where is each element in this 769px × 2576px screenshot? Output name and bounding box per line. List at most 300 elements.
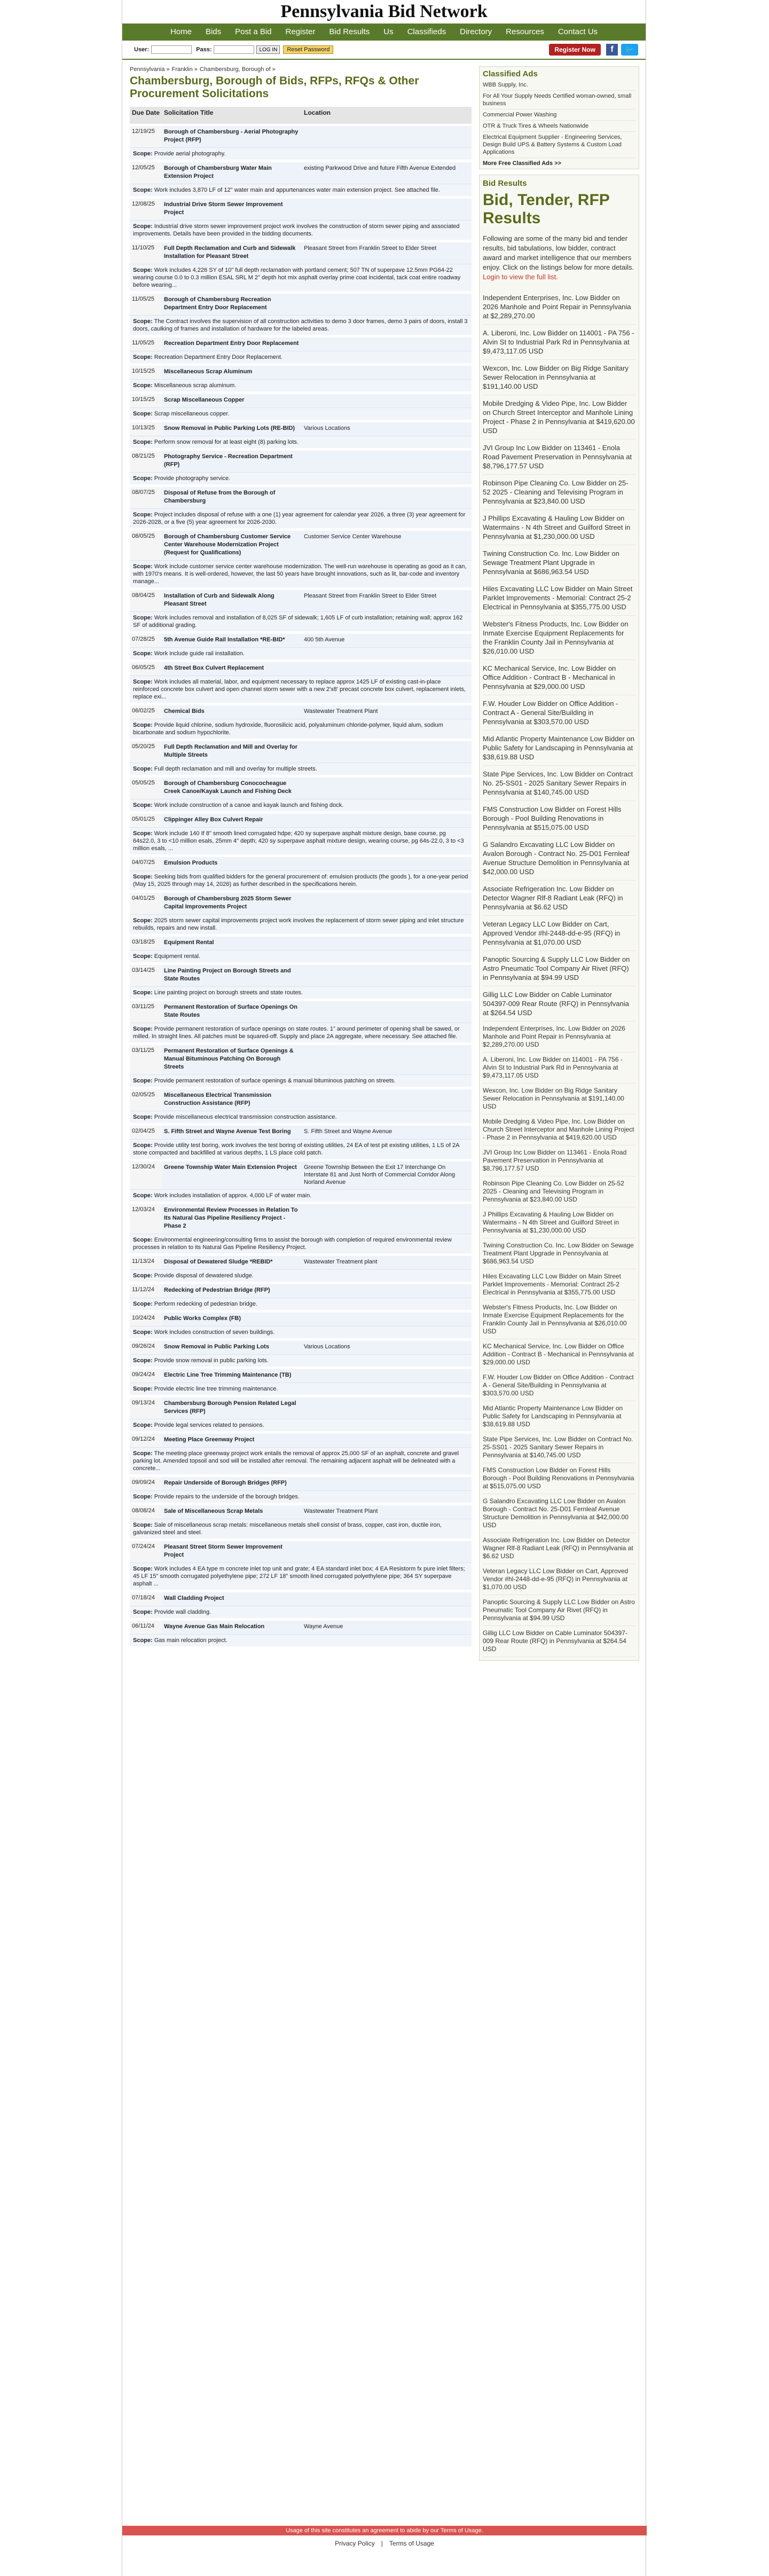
due-date: 10/15/25 — [130, 393, 162, 408]
solicitation-title[interactable]: Industrial Drive Storm Sewer Improvement Project — [162, 198, 302, 221]
due-date: 12/03/24 — [130, 1203, 162, 1234]
location: Greene Township Between the Exit 17 Interchange On Interstate 81 and Just North of Commercial Corridor Along Norland Avenue — [302, 1160, 472, 1190]
location — [302, 1203, 472, 1234]
solicitation-title[interactable]: Greene Township Water Main Extension Project — [162, 1160, 302, 1190]
due-date: 02/05/25 — [130, 1088, 162, 1111]
solicitation-title[interactable]: Full Depth Reclamation and Curb and Sidewalk Installation for Pleasant Street — [162, 241, 302, 264]
scope-text: Scope: Work include customer service center warehouse modernization. The well-run warehouse is operating as good as it can, with 1970's means. It is well-ordered, however, the last 50 years have brought innovations, such as lit, bar-code and inventory manage... — [130, 561, 472, 589]
nav-contact-us[interactable]: Contact Us — [558, 27, 598, 36]
scope-row — [130, 987, 472, 1000]
solicitation-title[interactable]: Borough of Chambersburg Water Main Extension Project — [162, 161, 302, 184]
location: Wastewater Treatment Plant — [302, 1504, 472, 1519]
scope-row — [130, 380, 472, 393]
table-row[interactable] — [130, 1620, 472, 1635]
bid-result-item[interactable]: Panoptic Sourcing & Supply LLC Low Bidder on Astro Pneumatic Tool Company Air Rivet (RFQ) in Pennsylvania at $94.99 USD — [483, 951, 635, 986]
page-title: Chambersburg, Borough of Bids, RFPs, RFQs & Other Procurement Solicitations — [130, 75, 419, 100]
solicitation-title[interactable]: Public Works Complex (FB) — [162, 1311, 302, 1326]
table-row[interactable] — [130, 813, 472, 828]
register-now-button[interactable]: Register Now — [549, 44, 601, 56]
scope-text: Scope: Provide aerial photography. — [130, 148, 472, 161]
bid-results-title: Bid, Tender, RFP Results — [483, 191, 610, 227]
due-date: 11/05/25 — [130, 293, 162, 316]
nav-bids[interactable]: Bids — [205, 27, 222, 36]
classified-item[interactable]: For All Your Supply Needs Certified woman-owned, small business — [483, 91, 635, 109]
solicitation-title[interactable]: Emulsion Products — [162, 856, 302, 871]
location — [302, 450, 472, 473]
solicitation-title[interactable]: Equipment Rental — [162, 936, 302, 951]
solicitation-title[interactable]: Permanent Restoration of Surface Openings & Manual Bituminous Patching On Borough Streets — [162, 1044, 302, 1075]
due-date: 09/12/24 — [130, 1433, 162, 1448]
location — [302, 336, 472, 351]
username-input[interactable] — [151, 45, 192, 54]
scope-row — [130, 1234, 472, 1255]
bid-results-intro: Following are some of the many bid and tender results, bid tabulations, low bidder, contract award and market intelligence that our members enjoy. Click on the listings below for more details. Login to view the full list. — [483, 234, 634, 281]
table-row[interactable] — [130, 1311, 472, 1326]
table-row[interactable] — [130, 486, 472, 509]
table-row[interactable] — [130, 1504, 472, 1519]
breadcrumb-item[interactable]: Franklin » — [171, 66, 198, 73]
table-row[interactable] — [130, 421, 472, 436]
due-date: 07/24/24 — [130, 1540, 162, 1563]
classified-item[interactable]: Commercial Power Washing — [483, 109, 635, 121]
location: 400 5th Avenue — [302, 633, 472, 648]
due-date: 08/04/25 — [130, 589, 162, 612]
table-row[interactable] — [130, 198, 472, 221]
table-row[interactable] — [130, 740, 472, 763]
classified-title: Classified Ads — [483, 69, 538, 78]
nav-resources[interactable]: Resources — [506, 27, 544, 36]
location — [302, 1396, 472, 1419]
bid-result-item[interactable]: G Salandro Excavating LLC Low Bidder on Avalon Borough - Contract No. 25-D01 Fernleaf Avenue Structure Demolition in Pennsylvania at $42,000.00 USD — [483, 1494, 635, 1533]
location: Wastewater Treatment plant — [302, 1255, 472, 1270]
table-row[interactable] — [130, 293, 472, 316]
bid-result-item[interactable]: Mobile Dredging & Video Pipe, Inc. Low Bidder on Church Street Interceptor and Manhole Lining Project - Phase 2 in Pennsylvania at $419,620.00 USD — [483, 395, 635, 439]
bid-result-item[interactable]: J Phillips Excavating & Hauling Low Bidder on Watermains - N 4th Street and Guilford Street in Pennsylvania at $1,230,000.00 USD — [483, 1207, 635, 1238]
location — [302, 964, 472, 987]
table-row[interactable] — [130, 1044, 472, 1075]
location — [302, 1433, 472, 1448]
scope-row — [130, 612, 472, 633]
scope-row — [130, 951, 472, 964]
due-date: 07/28/25 — [130, 633, 162, 648]
solicitation-title[interactable]: Redecking of Pedestrian Bridge (RFP) — [162, 1283, 302, 1298]
location: Wayne Avenue — [302, 1620, 472, 1635]
location — [302, 856, 472, 871]
bid-result-item[interactable]: Veteran Legacy LLC Low Bidder on Cart, Approved Vendor #hl-2448-dd-e-95 (RFQ) in Pennsylvania at $1,070.00 USD — [483, 1564, 635, 1595]
location: existing Parkwood Drive and future Fifth Avenue Extended — [302, 161, 472, 184]
scope-text: Scope: 2025 storm sewer capital improvements project work involves the replacement of storm sewer piping and inlet structure rebuilds, repairs and new install. — [130, 915, 472, 936]
bid-result-item[interactable]: Wexcon, Inc. Low Bidder on Big Ridge Sanitary Sewer Relocation in Pennsylvania at $191,140.00 USD — [483, 1083, 635, 1114]
location — [302, 1044, 472, 1075]
scope-row — [130, 184, 472, 198]
table-row[interactable] — [130, 936, 472, 951]
table-row[interactable] — [130, 1088, 472, 1111]
location — [302, 486, 472, 509]
table-row[interactable] — [130, 1540, 472, 1563]
table-row[interactable] — [130, 1255, 472, 1270]
scope-text: Scope: Work includes 4 EA type m concrete inlet top unit and grate; 4 EA standard inlet box; 4 EA Resistorm fx pure inlet filters; 45 LF 15" smooth corrugated polyethylene pipe; 272 LF 18" smooth lined corrugated polyethylene pipe; 364 SY superpave asphalt ... — [130, 1563, 472, 1591]
scope-text: Scope: Work includes removal and installation of 8,025 SF of sidewalk; 1,605 LF of curb installation; retaining wall; approx 162 SF of additional grading. — [130, 612, 472, 633]
sidebar — [479, 66, 639, 1661]
table-row[interactable] — [130, 856, 472, 871]
scope-text: Scope: Work includes 4,226 SY of 10" full depth reclamation with portland cement; 507 TN of superpave 12.5mm PG64-22 wearing course 0.0 to 0.3 million ESAL SRL M 2" depth hot mix asphalt overlay prime coat incidental, tack coat entire roadway before wearing... — [130, 264, 472, 293]
bid-result-item[interactable]: Mid Atlantic Property Maintenance Low Bidder on Public Safety for Landscaping in Pennsylvania at $38,619.88 USD — [483, 731, 635, 766]
scope-text: Scope: Provide liquid chlorine, sodium hydroxide, fluorosilicic acid, polyaluminum chloride-polymer, liquid alum, sodium bicarbonate and sodium hypochlorite. — [130, 719, 472, 740]
bid-result-item[interactable]: Gillig LLC Low Bidder on Cable Luminator 504397-009 Rear Route (RFQ) in Pennsylvania at $264.54 USD — [483, 986, 635, 1022]
breadcrumb-item[interactable]: Pennsylvania » — [130, 66, 170, 73]
scope-text: Scope: Equipment rental. — [130, 951, 472, 964]
table-row[interactable] — [130, 1000, 472, 1023]
location — [302, 813, 472, 828]
scope-text: Scope: Seeking bids from qualified bidders for the general procurement of: emulsion products (the goods ), for a one-year period (May 15, 2025 through may 14, 2026) as further described in the specifications herein. — [130, 871, 472, 892]
location — [302, 198, 472, 221]
user-label: User: — [134, 46, 150, 53]
solicitation-title[interactable]: Repair Underside of Borough Bridges (RFP) — [162, 1476, 302, 1491]
due-date: 12/08/25 — [130, 198, 162, 221]
due-date: 10/13/25 — [130, 421, 162, 436]
scope-row — [130, 1326, 472, 1340]
scope-row — [130, 915, 472, 936]
scope-row — [130, 1190, 472, 1203]
solicitation-title[interactable]: Disposal of Refuse from the Borough of Chambersburg — [162, 486, 302, 509]
solicitation-title[interactable]: 4th Street Box Culvert Replacement — [162, 661, 302, 676]
table-row[interactable] — [130, 125, 472, 148]
scope-row — [130, 676, 472, 704]
scope-text: Scope: Environmental engineering/consulting firms to assist the borough with completion of required environmental review processes in relation to its Natural Gas Pipeline Resiliency Project. — [130, 1234, 472, 1255]
col-location: Location — [302, 107, 472, 125]
scope-text: Scope: Miscellaneous scrap aluminum. — [130, 380, 472, 393]
due-date: 04/01/25 — [130, 892, 162, 915]
bid-result-item[interactable]: Robinson Pipe Cleaning Co. Low Bidder on 25-52 2025 - Cleaning and Televising Program in Pennsylvania at $23,840.00 USD — [483, 1176, 635, 1207]
bid-result-item[interactable]: Robinson Pipe Cleaning Co. Low Bidder on 25-52 2025 - Cleaning and Televising Program in Pennsylvania at $23,840.00 USD — [483, 475, 635, 510]
password-input[interactable] — [214, 45, 254, 54]
scope-text: Scope: Work include guide rail installation. — [130, 648, 472, 661]
table-row[interactable] — [130, 450, 472, 473]
location: Wastewater Treatment Plant — [302, 704, 472, 719]
scope-row — [130, 648, 472, 661]
table-row[interactable] — [130, 1203, 472, 1234]
location: Various Locations — [302, 421, 472, 436]
footer-link[interactable]: Privacy Policy — [335, 2540, 375, 2547]
scope-text: Scope: Industrial drive storm sewer improvement project work involves the construction of storm sewer piping and associated improvements. Details have been provided in the bidding documents. — [130, 221, 472, 241]
due-date: 03/18/25 — [130, 936, 162, 951]
table-row[interactable] — [130, 1125, 472, 1140]
due-date: 11/05/25 — [130, 336, 162, 351]
bid-result-item[interactable]: KC Mechanical Service, Inc. Low Bidder on Office Addition - Contract B - Mechanical in Pennsylvania at $29,000.00 USD — [483, 660, 635, 695]
bid-result-item[interactable]: F.W. Houder Low Bidder on Office Addition - Contract A - General Site/Building in Pennsylvania at $303,570.00 USD — [483, 1370, 635, 1401]
bid-result-item[interactable]: JVI Group Inc Low Bidder on 113461 - Enola Road Pavement Preservation in Pennsylvania at $8,796,177.57 USD — [483, 1145, 635, 1176]
solicitation-title[interactable]: Borough of Chambersburg - Aerial Photography Project (RFP) — [162, 125, 302, 148]
bid-result-item[interactable]: Hiles Excavating LLC Low Bidder on Main Street Parklet Improvements - Memorial: Contract 25-2 Electrical in Pennsylvania at $355,775.00 USD — [483, 1269, 635, 1300]
bid-result-item[interactable]: Panoptic Sourcing & Supply LLC Low Bidder on Astro Pneumatic Tool Company Air Rivet (RFQ) in Pennsylvania at $94.99 USD — [483, 1595, 635, 1626]
solicitation-title[interactable]: 5th Avenue Guide Rail Installation *RE-BID* — [162, 633, 302, 648]
solicitation-title[interactable]: Chambersburg Borough Pension Related Legal Services (RFP) — [162, 1396, 302, 1419]
bid-result-item[interactable]: KC Mechanical Service, Inc. Low Bidder on Office Addition - Contract B - Mechanical in Pennsylvania at $29,000.00 USD — [483, 1339, 635, 1370]
table-row[interactable] — [130, 661, 472, 676]
table-row[interactable] — [130, 241, 472, 264]
breadcrumb-item[interactable]: Chambersburg, Borough of » — [199, 66, 276, 73]
scope-text: Scope: Line painting project on borough streets and state routes. — [130, 987, 472, 1000]
scope-row — [130, 871, 472, 892]
table-row[interactable] — [130, 1591, 472, 1606]
nav-classifieds[interactable]: Classifieds — [407, 27, 446, 36]
location: Customer Service Center Warehouse — [302, 530, 472, 561]
table-row[interactable] — [130, 336, 472, 351]
location — [302, 1368, 472, 1383]
classified-ads — [479, 66, 639, 169]
scope-row — [130, 316, 472, 336]
nav-post-a-bid[interactable]: Post a Bid — [235, 27, 272, 36]
due-date: 05/05/25 — [130, 776, 162, 799]
site-title: Pennsylvania Bid Network — [280, 2, 488, 21]
scope-row — [130, 1270, 472, 1283]
bid-result-item[interactable]: Twining Construction Co. Inc. Low Bidder on Sewage Treatment Plant Upgrade in Pennsylvania at $686,963.54 USD — [483, 1238, 635, 1269]
due-date: 06/11/24 — [130, 1620, 162, 1635]
more-classifieds-link[interactable]: More Free Classified Ads >> — [483, 160, 561, 167]
due-date: 11/12/24 — [130, 1283, 162, 1298]
solicitation-title[interactable]: Scrap Miscellaneous Copper — [162, 393, 302, 408]
solicitation-title[interactable]: Environmental Review Processes in Relation To Its Natural Gas Pipeline Resiliency Project - Phase 2 — [162, 1203, 302, 1234]
table-row[interactable] — [130, 892, 472, 915]
due-date: 10/24/24 — [130, 1311, 162, 1326]
solicitation-title[interactable]: Permanent Restoration of Surface Openings On State Routes — [162, 1000, 302, 1023]
due-date: 09/09/24 — [130, 1476, 162, 1491]
due-date: 11/10/25 — [130, 241, 162, 264]
classified-item[interactable]: OTR & Truck Tires & Wheels Nationwide — [483, 121, 635, 132]
bid-result-item[interactable]: Associate Refrigeration Inc. Low Bidder on Detector Wagner Rlf-8 Radiant Leak (RFQ) in Pennsylvania at $6.62 USD — [483, 881, 635, 916]
classified-item[interactable]: WBB Supply, Inc. — [483, 80, 635, 91]
scope-row — [130, 473, 472, 486]
bid-result-item[interactable]: Associate Refrigeration Inc. Low Bidder on Detector Wagner Rlf-8 Radiant Leak (RFQ) in Pennsylvania at $6.62 USD — [483, 1533, 635, 1564]
solicitation-title[interactable]: Snow Removal in Public Parking Lots (RE-BID) — [162, 421, 302, 436]
table-row[interactable] — [130, 1340, 472, 1355]
bid-result-item[interactable]: FMS Construction Low Bidder on Forest Hills Borough - Pool Building Renovations in Pennsylvania at $515,075.00 USD — [483, 1463, 635, 1494]
scope-text: Scope: Provide legal services related to pensions. — [130, 1419, 472, 1433]
facebook-icon[interactable]: f — [606, 44, 618, 56]
table-row[interactable] — [130, 1160, 472, 1190]
location — [302, 1000, 472, 1023]
solicitation-title[interactable]: Electric Line Tree Trimming Maintenance (TB) — [162, 1368, 302, 1383]
nav-directory[interactable]: Directory — [460, 27, 492, 36]
location — [302, 740, 472, 763]
scope-text: Scope: Provide permanent restoration of surface openings & manual bituminous patching on streets. — [130, 1075, 472, 1088]
location: S. Fifth Street and Wayne Avenue — [302, 1125, 472, 1140]
pass-label: Pass: — [196, 46, 212, 53]
scope-row — [130, 1563, 472, 1591]
scope-row — [130, 1383, 472, 1396]
solicitation-title[interactable]: Clippinger Alley Box Culvert Repair — [162, 813, 302, 828]
bid-result-item[interactable]: Hiles Excavating LLC Low Bidder on Main Street Parklet Improvements - Memorial: Contract 25-2 Electrical in Pennsylvania at $355,775.00 USD — [483, 580, 635, 616]
solicitation-title[interactable]: Borough of Chambersburg Customer Service Center Warehouse Modernization Project (Request for Qualifications) — [162, 530, 302, 561]
bid-result-item[interactable]: J Phillips Excavating & Hauling Low Bidder on Watermains - N 4th Street and Guilford Street in Pennsylvania at $1,230,000.00 USD — [483, 510, 635, 545]
due-date: 05/20/25 — [130, 740, 162, 763]
bid-result-item[interactable]: Webster's Fitness Products, Inc. Low Bidder on Inmate Exercise Equipment Replacements for the Franklin County Jail in Pennsylvania at $26,010.00 USD — [483, 616, 635, 660]
nav-register[interactable]: Register — [285, 27, 316, 36]
terms-notice: Usage of this site constitutes an agreement to abide by our Terms of Usage. — [122, 2526, 647, 2535]
top-nav — [122, 23, 646, 41]
due-date: 12/19/25 — [130, 125, 162, 148]
scope-row — [130, 1419, 472, 1433]
bid-result-item[interactable]: Independent Enterprises, Inc. Low Bidder on 2026 Manhole and Point Repair in Pennsylvania at $2,289,270.00 — [483, 289, 635, 325]
due-date: 05/01/25 — [130, 813, 162, 828]
due-date: 03/11/25 — [130, 1044, 162, 1075]
bid-result-item[interactable]: Twining Construction Co. Inc. Low Bidder on Sewage Treatment Plant Upgrade in Pennsylvania at $686,963.54 USD — [483, 545, 635, 580]
breadcrumb — [130, 66, 472, 73]
nav-bid-results[interactable]: Bid Results — [329, 27, 370, 36]
scope-text: Scope: The meeting place greenway project work entails the removal of approx 25,000 SF of an asphalt, concrete and gravel parking lot. Amended topsoil and sod will be installed after removal. The remaining adjacent asphalt will be delineated with a concrete... — [130, 1448, 472, 1476]
solicitation-title[interactable]: Snow Removal in Public Parking Lots — [162, 1340, 302, 1355]
scope-row — [130, 1298, 472, 1311]
location — [302, 1591, 472, 1606]
scope-text: Scope: Provide wall cladding. — [130, 1606, 472, 1620]
due-date: 07/18/24 — [130, 1591, 162, 1606]
bid-result-item[interactable]: Mid Atlantic Property Maintenance Low Bidder on Public Safety for Landscaping in Pennsylvania at $38,619.88 USD — [483, 1401, 635, 1432]
scope-text: Scope: Provide photography service. — [130, 473, 472, 486]
nav-home[interactable]: Home — [170, 27, 192, 36]
location — [302, 293, 472, 316]
location — [302, 1311, 472, 1326]
scope-row — [130, 436, 472, 450]
reset-password-button[interactable]: Reset Password — [283, 45, 333, 54]
table-row[interactable] — [130, 1476, 472, 1491]
scope-text: Scope: Provide utility test boring, work involves the test boring of existing utilities, 24 EA of test pit existing utilities, 1 LS of 2A stone compacted and backfilled at various depths, 1 LS place cold patch. — [130, 1140, 472, 1160]
solicitation-title[interactable]: Pleasant Street Storm Sewer Improvement Project — [162, 1540, 302, 1563]
due-date: 11/13/24 — [130, 1255, 162, 1270]
solicitation-title[interactable]: Wayne Avenue Gas Main Relocation — [162, 1620, 302, 1635]
twitter-icon[interactable]: 🐦 — [621, 44, 638, 56]
table-row[interactable] — [130, 1433, 472, 1448]
scope-text: Scope: Recreation Department Entry Door Replacement. — [130, 351, 472, 365]
scope-row — [130, 828, 472, 856]
table-row[interactable] — [130, 704, 472, 719]
bid-result-item[interactable]: JVI Group Inc Low Bidder on 113461 - Enola Road Pavement Preservation in Pennsylvania at $8,796,177.57 USD — [483, 439, 635, 475]
due-date: 06/05/25 — [130, 661, 162, 676]
solicitation-title[interactable]: Full Depth Reclamation and Mill and Overlay for Multiple Streets — [162, 740, 302, 763]
bid-result-item[interactable]: Veteran Legacy LLC Low Bidder on Cart, Approved Vendor #hl-2448-dd-e-95 (RFQ) in Pennsylvania at $1,070.00 USD — [483, 916, 635, 951]
bid-result-item[interactable]: State Pipe Services, Inc. Low Bidder on Contract No. 25-SS01 - 2025 Sanitary Sewer Repairs in Pennsylvania at $140,745.00 USD — [483, 766, 635, 801]
footer — [122, 2526, 647, 2551]
scope-row — [130, 719, 472, 740]
location — [302, 1476, 472, 1491]
scope-text: Scope: Provide electric line tree trimming maintenance. — [130, 1383, 472, 1396]
solicitation-title[interactable]: Miscellaneous Scrap Aluminum — [162, 365, 302, 380]
scope-row — [130, 264, 472, 293]
scope-text: Scope: Perform snow removal for at least eight (8) parking lots. — [130, 436, 472, 450]
location — [302, 892, 472, 915]
due-date: 03/14/25 — [130, 964, 162, 987]
scope-text: Scope: Work include 140 If 8" smooth lined corrugated hdpe; 420 sy superpave asphalt mixture design, base course, pg 64s22.0, 3 to <10 million esals, 25mm 4" depth; 420 sy superpave asphalt mixture design, wearing course, pg 64s-22.0, 3 to <3 million esals, ... — [130, 828, 472, 856]
table-row[interactable] — [130, 776, 472, 799]
classified-item[interactable]: Electrical Equipment Supplier - Engineering Services, Design Build UPS & Battery Systems & Custom Load Applications — [483, 132, 635, 158]
footer-link[interactable]: Terms of Usage — [389, 2540, 434, 2547]
scope-row — [130, 351, 472, 365]
solicitation-title[interactable]: Wall Cladding Project — [162, 1591, 302, 1606]
scope-row — [130, 1519, 472, 1540]
bid-result-item[interactable]: State Pipe Services, Inc. Low Bidder on Contract No. 25-SS01 - 2025 Sanitary Sewer Repairs in Pennsylvania at $140,745.00 USD — [483, 1432, 635, 1463]
due-date: 09/26/24 — [130, 1340, 162, 1355]
nav-us[interactable]: Us — [383, 27, 394, 36]
bids-table — [130, 107, 472, 1649]
scope-text: Scope: Provide permanent restoration of surface openings on state routes. 1" around perimeter of opening shall be sawed, or milled. In straight lines. All patches must be squared-off. Supply and place 2A aggregate, where necessary. See attached file. — [130, 1023, 472, 1044]
bid-result-item[interactable]: Mobile Dredging & Video Pipe, Inc. Low Bidder on Church Street Interceptor and Manhole Lining Project - Phase 2 in Pennsylvania at $419,620.00 USD — [483, 1114, 635, 1145]
scope-row — [130, 1606, 472, 1620]
due-date: 04/07/25 — [130, 856, 162, 871]
bid-result-item[interactable]: A. Liberoni, Inc. Low Bidder on 114001 - PA 756 - Alvin St to Industrial Park Rd in Pennsylvania at $9,473,117.05 USD — [483, 325, 635, 360]
solicitation-title[interactable]: Disposal of Dewatered Sludge *REBID* — [162, 1255, 302, 1270]
scope-row — [130, 1355, 472, 1368]
location — [302, 125, 472, 148]
login-button[interactable]: LOG IN — [256, 45, 280, 54]
bid-result-item[interactable]: Independent Enterprises, Inc. Low Bidder on 2026 Manhole and Point Repair in Pennsylvania at $2,289,270.00 USD — [483, 1022, 635, 1053]
bid-result-item[interactable]: A. Liberoni, Inc. Low Bidder on 114001 - PA 756 - Alvin St to Industrial Park Rd in Pennsylvania at $9,473,117.05 USD — [483, 1053, 635, 1083]
table-row[interactable] — [130, 161, 472, 184]
solicitation-title[interactable]: S. Fifth Street and Wayne Avenue Test Boring — [162, 1125, 302, 1140]
due-date: 08/07/25 — [130, 486, 162, 509]
solicitation-title[interactable]: Chemical Bids — [162, 704, 302, 719]
table-row[interactable] — [130, 530, 472, 561]
bid-result-item[interactable]: Gillig LLC Low Bidder on Cable Luminator 504397-009 Rear Route (RFQ) in Pennsylvania at $264.54 USD — [483, 1626, 635, 1657]
solicitation-title[interactable]: Meeting Place Greenway Project — [162, 1433, 302, 1448]
solicitation-title[interactable]: Photography Service - Recreation Department (RFP) — [162, 450, 302, 473]
table-row[interactable] — [130, 633, 472, 648]
due-date: 03/11/25 — [130, 1000, 162, 1023]
scope-row — [130, 1448, 472, 1476]
scope-text: Scope: Full depth reclamation and mill and overlay for multiple streets. — [130, 763, 472, 776]
solicitation-title[interactable]: Borough of Chambersburg 2025 Storm Sewer Capital Improvements Project — [162, 892, 302, 915]
scope-text: Scope: Provide repairs to the underside of the borough bridges. — [130, 1491, 472, 1504]
col-title: Solicitation Title — [162, 107, 302, 125]
scope-row — [130, 799, 472, 813]
solicitation-title[interactable]: Line Painting Project on Borough Streets and State Routes — [162, 964, 302, 987]
location — [302, 776, 472, 799]
table-row[interactable] — [130, 365, 472, 380]
scope-text: Scope: The Contract involves the supervision of all construction activities to demo 3 door frames, demo 3 pairs of doors, install 3 doors, caulking of frames and installation of hardware for the labeled areas. — [130, 316, 472, 336]
bid-result-item[interactable]: G Salandro Excavating LLC Low Bidder on Avalon Borough - Contract No. 25-D01 Fernleaf Avenue Structure Demolition in Pennsylvania at $42,000.00 USD — [483, 836, 635, 881]
table-row[interactable] — [130, 1368, 472, 1383]
login-link[interactable]: Login to view the full list. — [483, 273, 558, 281]
login-bar — [122, 41, 646, 60]
bid-result-item[interactable]: Wexcon, Inc. Low Bidder on Big Ridge Sanitary Sewer Relocation in Pennsylvania at $191,140.00 USD — [483, 360, 635, 395]
due-date: 10/15/25 — [130, 365, 162, 380]
due-date: 09/13/24 — [130, 1396, 162, 1419]
scope-text: Scope: Work include construction of a canoe and kayak launch and fishing dock. — [130, 799, 472, 813]
scope-text: Scope: Provide miscellaneous electrical transmission construction assistance. — [130, 1111, 472, 1125]
scope-row — [130, 561, 472, 589]
scope-text: Scope: Provide disposal of dewatered sludge. — [130, 1270, 472, 1283]
solicitation-title[interactable]: Installation of Curb and Sidewalk Along Pleasant Street — [162, 589, 302, 612]
solicitation-title[interactable]: Sale of Miscellaneous Scrap Metals — [162, 1504, 302, 1519]
scope-row — [130, 221, 472, 241]
table-row[interactable] — [130, 1283, 472, 1298]
table-row[interactable] — [130, 393, 472, 408]
due-date: 06/02/25 — [130, 704, 162, 719]
bid-result-item[interactable]: F.W. Houder Low Bidder on Office Addition - Contract A - General Site/Building in Pennsylvania at $303,570.00 USD — [483, 695, 635, 731]
table-row[interactable] — [130, 964, 472, 987]
scope-text: Scope: Provide snow removal in public parking lots. — [130, 1355, 472, 1368]
scope-row — [130, 1635, 472, 1648]
location — [302, 1088, 472, 1111]
solicitation-title[interactable]: Borough of Chambersburg Conococheague Creek Canoe/Kayak Launch and Fishing Deck — [162, 776, 302, 799]
table-row[interactable] — [130, 1396, 472, 1419]
solicitation-title[interactable]: Recreation Department Entry Door Replacement — [162, 336, 302, 351]
table-row[interactable] — [130, 589, 472, 612]
solicitation-title[interactable]: Miscellaneous Electrical Transmission Construction Assistance (RFP) — [162, 1088, 302, 1111]
scope-row — [130, 1075, 472, 1088]
bid-result-item[interactable]: Webster's Fitness Products, Inc. Low Bidder on Inmate Exercise Equipment Replacements for the Franklin County Jail in Pennsylvania at $26,010.00 USD — [483, 1300, 635, 1339]
solicitation-title[interactable]: Borough of Chambersburg Recreation Department Entry Door Replacement — [162, 293, 302, 316]
bid-result-item[interactable]: FMS Construction Low Bidder on Forest Hills Borough - Pool Building Renovations in Pennsylvania at $515,075.00 USD — [483, 801, 635, 836]
page — [122, 0, 646, 2576]
